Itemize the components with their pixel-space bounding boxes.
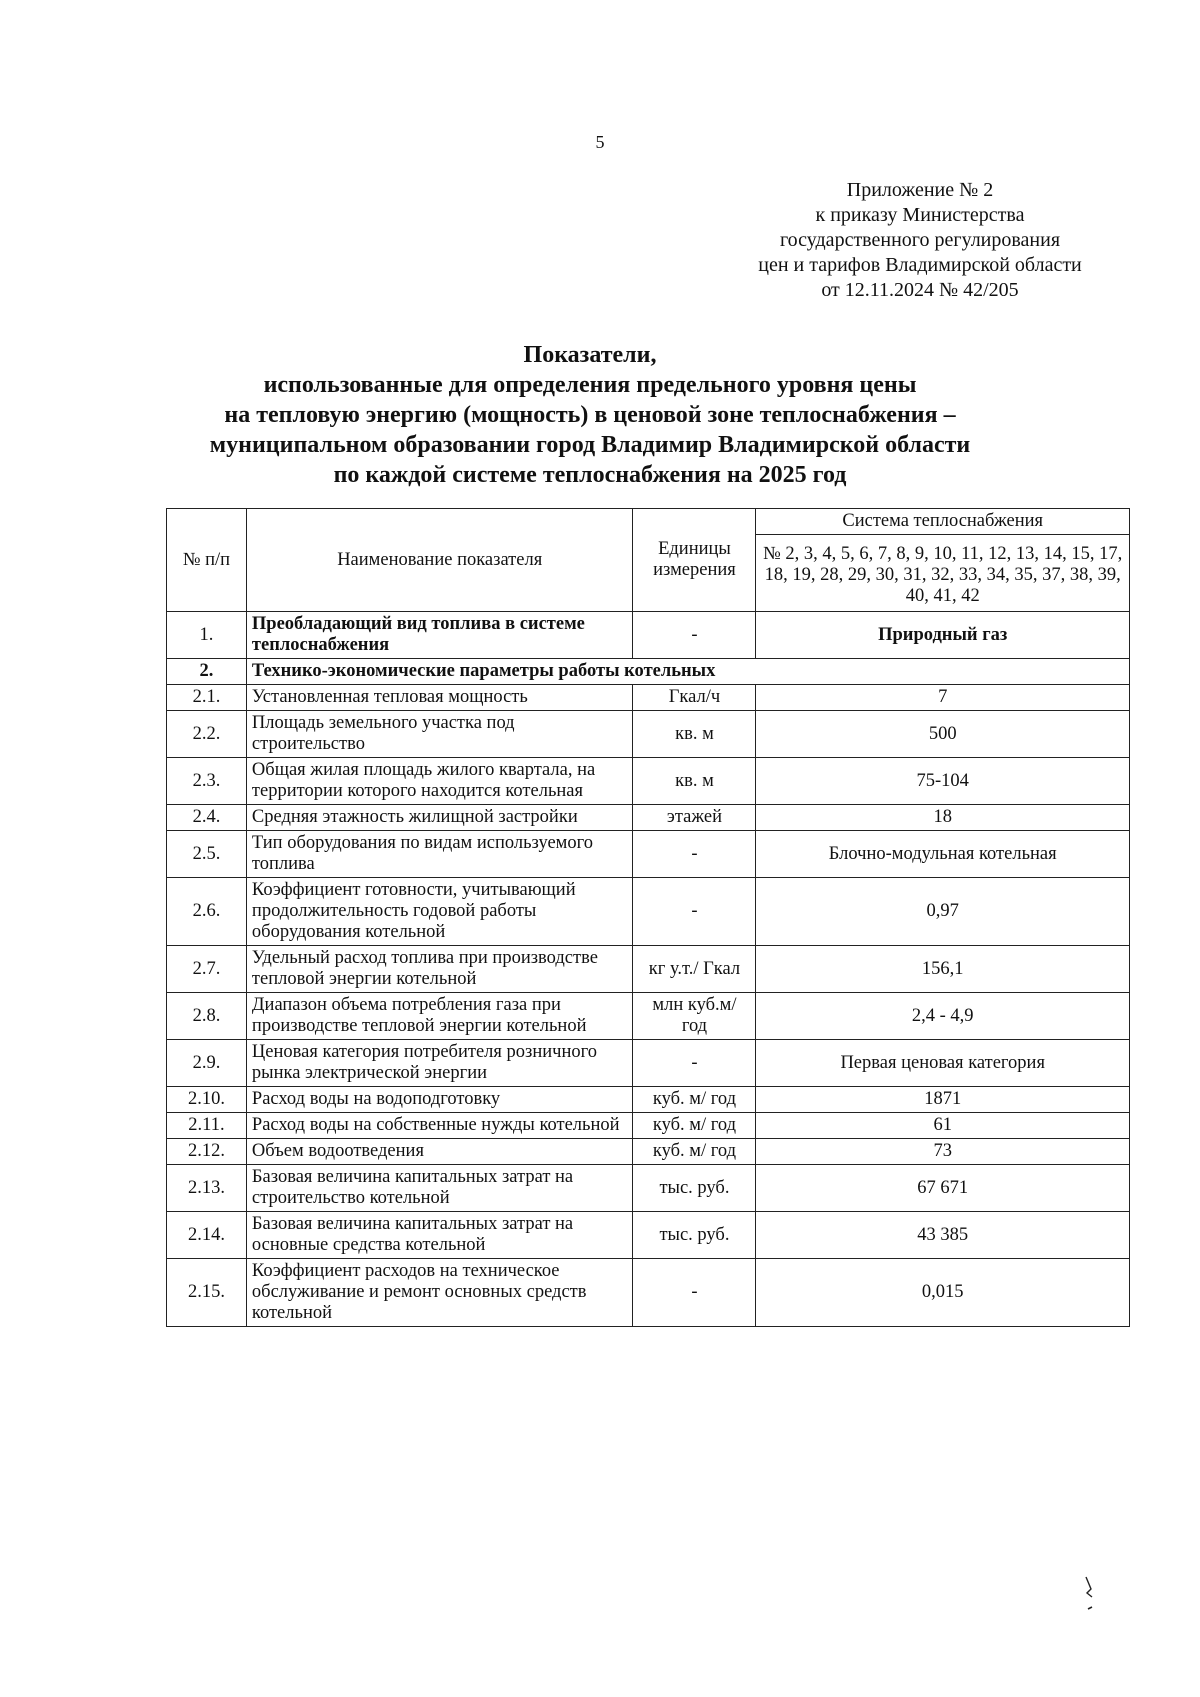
row-num: 2.11. (167, 1113, 247, 1139)
row-name: Коэффициент готовности, учитывающий продолжительность годовой работы оборудования котельной (246, 878, 633, 946)
table-row (167, 1040, 1130, 1087)
row-name: Расход воды на водоподготовку (246, 1087, 633, 1113)
row-unit: куб. м/ год (633, 1139, 756, 1165)
row-name: Коэффициент расходов на техническое обслуживание и ремонт основных средств котельной (246, 1259, 633, 1327)
page-number: 5 (595, 132, 605, 152)
row-unit: - (633, 612, 756, 659)
row-value: Первая ценовая категория (756, 1040, 1130, 1087)
appendix-reference (735, 178, 1105, 303)
row-value: 61 (756, 1113, 1130, 1139)
row-name: Диапазон объема потребления газа при производстве тепловой энергии котельной (246, 993, 633, 1040)
row-value: 2,4 - 4,9 (756, 993, 1130, 1040)
row-num: 2.7. (167, 946, 247, 993)
row-unit: этажей (633, 805, 756, 831)
row-num: 2.5. (167, 831, 247, 878)
table-header-row (167, 509, 1130, 535)
row-num: 1. (167, 612, 247, 659)
row-unit: тыс. руб. (633, 1165, 756, 1212)
row-name: Площадь земельного участка под строительство (246, 711, 633, 758)
table-row (167, 1087, 1130, 1113)
row-name: Базовая величина капитальных затрат на основные средства котельной (246, 1212, 633, 1259)
row-unit: - (633, 1040, 756, 1087)
row-num: 2.12. (167, 1139, 247, 1165)
table-row (167, 1113, 1130, 1139)
row-num: 2.13. (167, 1165, 247, 1212)
table-row (167, 612, 1130, 659)
row-value: 0,97 (756, 878, 1130, 946)
row-unit: - (633, 1259, 756, 1327)
row-num: 2.1. (167, 685, 247, 711)
row-num: 2.2. (167, 711, 247, 758)
row-value: 7 (756, 685, 1130, 711)
table-row (167, 993, 1130, 1040)
table-row (167, 1165, 1130, 1212)
row-name: Расход воды на собственные нужды котельной (246, 1113, 633, 1139)
row-value: 156,1 (756, 946, 1130, 993)
handwritten-mark (1082, 1575, 1100, 1615)
row-value: 67 671 (756, 1165, 1130, 1212)
document-title (140, 340, 1040, 490)
row-num: 2.15. (167, 1259, 247, 1327)
row-num: 2.4. (167, 805, 247, 831)
row-name: Установленная тепловая мощность (246, 685, 633, 711)
table-row (167, 1259, 1130, 1327)
row-value: 500 (756, 711, 1130, 758)
row-num: 2.10. (167, 1087, 247, 1113)
table-row (167, 878, 1130, 946)
header-systems-list: № 2, 3, 4, 5, 6, 7, 8, 9, 10, 11, 12, 13, 14, 15, 17, 18, 19, 28, 29, 30, 31, 32, 33, 34, 35, 37, 38, 39, 40, 41, 42 (756, 535, 1130, 612)
appendix-line: государственного регулирования (779, 229, 1061, 251)
row-value: 1871 (756, 1087, 1130, 1113)
table-row (167, 758, 1130, 805)
row-unit: - (633, 878, 756, 946)
title-line: по каждой системе теплоснабжения на 2025 год (333, 462, 847, 488)
table-row (167, 1139, 1130, 1165)
section-row (167, 659, 1130, 685)
row-num: 2.14. (167, 1212, 247, 1259)
appendix-line: к приказу Министерства (815, 204, 1025, 226)
title-line: муниципальном образовании город Владимир Владимирской области (209, 432, 971, 458)
title-line: использованные для определения предельного уровня цены (263, 372, 917, 398)
row-value: Природный газ (756, 612, 1130, 659)
row-name: Удельный расход топлива при производстве тепловой энергии котельной (246, 946, 633, 993)
table-row (167, 946, 1130, 993)
row-name: Средняя этажность жилищной застройки (246, 805, 633, 831)
row-value: 73 (756, 1139, 1130, 1165)
row-value: Блочно-модульная котельная (756, 831, 1130, 878)
indicators-table (166, 508, 1130, 1327)
row-unit: кв. м (633, 758, 756, 805)
row-unit: куб. м/ год (633, 1113, 756, 1139)
row-num: 2. (167, 659, 247, 685)
header-num: № п/п (167, 509, 247, 612)
row-num: 2.6. (167, 878, 247, 946)
row-num: 2.3. (167, 758, 247, 805)
section-title: Технико-экономические параметры работы котельных (246, 659, 1129, 685)
row-name: Общая жилая площадь жилого квартала, на территории которого находится котельная (246, 758, 633, 805)
row-name: Преобладающий вид топлива в системе теплоснабжения (246, 612, 633, 659)
row-num: 2.8. (167, 993, 247, 1040)
table-row (167, 711, 1130, 758)
table-row (167, 805, 1130, 831)
row-name: Объем водоотведения (246, 1139, 633, 1165)
row-value: 18 (756, 805, 1130, 831)
row-unit: тыс. руб. (633, 1212, 756, 1259)
appendix-line: от 12.11.2024 № 42/205 (821, 279, 1019, 301)
row-value: 0,015 (756, 1259, 1130, 1327)
row-unit: куб. м/ год (633, 1087, 756, 1113)
header-unit: Единицы измерения (633, 509, 756, 612)
row-unit: млн куб.м/ год (633, 993, 756, 1040)
row-num: 2.9. (167, 1040, 247, 1087)
row-name: Тип оборудования по видам используемого топлива (246, 831, 633, 878)
appendix-line: цен и тарифов Владимирской области (758, 254, 1082, 276)
row-unit: Гкал/ч (633, 685, 756, 711)
table-row (167, 685, 1130, 711)
row-value: 75-104 (756, 758, 1130, 805)
header-name: Наименование показателя (246, 509, 633, 612)
row-unit: - (633, 831, 756, 878)
row-name: Ценовая категория потребителя розничного рынка электрической энергии (246, 1040, 633, 1087)
table-row (167, 831, 1130, 878)
row-unit: кг у.т./ Гкал (633, 946, 756, 993)
title-line: на тепловую энергию (мощность) в ценовой зоне теплоснабжения – (224, 402, 956, 428)
header-system: Система теплоснабжения (756, 509, 1130, 535)
row-name: Базовая величина капитальных затрат на строительство котельной (246, 1165, 633, 1212)
row-value: 43 385 (756, 1212, 1130, 1259)
table-row (167, 1212, 1130, 1259)
row-unit: кв. м (633, 711, 756, 758)
appendix-line: Приложение № 2 (846, 179, 994, 201)
title-line: Показатели, (523, 342, 657, 368)
